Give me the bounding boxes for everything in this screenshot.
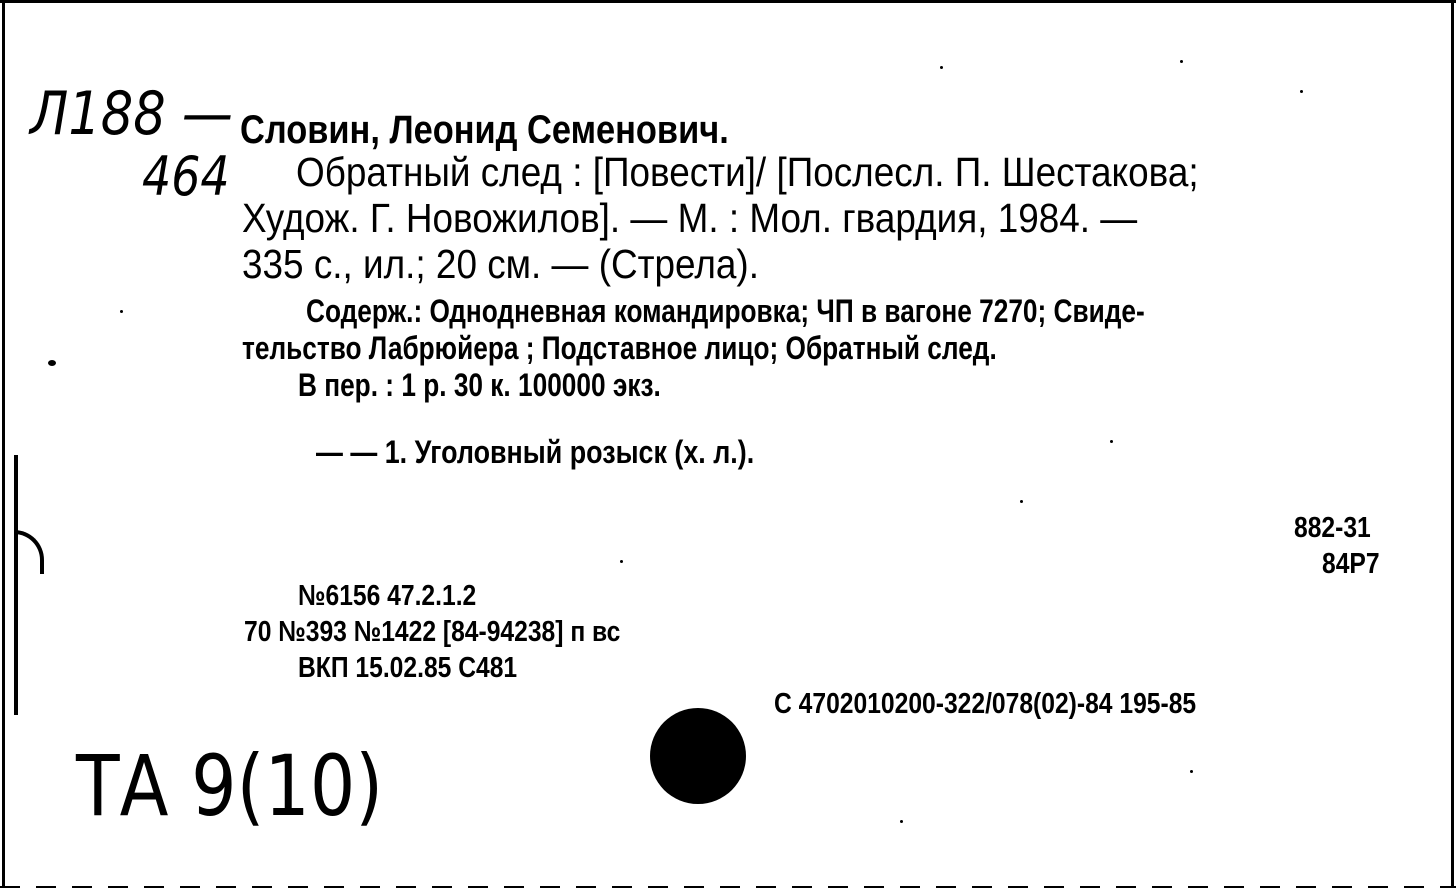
title-line-1: Обратный след : [Повести]/ [Послесл. П. Шестакова; bbox=[296, 149, 1199, 195]
scan-speck bbox=[940, 66, 943, 69]
punch-hole bbox=[650, 708, 746, 804]
scan-speck bbox=[1300, 90, 1303, 93]
handwritten-shelf-mark: ТА 9(10) bbox=[76, 737, 384, 835]
subject-heading: — — 1. Уголовный розыск (х. л.). bbox=[316, 434, 755, 470]
scan-speck bbox=[1020, 500, 1023, 503]
price-line: В пер. : 1 р. 30 к. 100000 экз. bbox=[298, 367, 661, 403]
registration-line-2: 70 №393 №1422 [84-94238] п вс bbox=[244, 616, 621, 648]
scan-speck bbox=[900, 820, 903, 823]
card-edge-right bbox=[1451, 0, 1454, 888]
call-number-line2: 464 bbox=[142, 145, 230, 208]
scan-speck bbox=[620, 560, 623, 563]
title-line-2: Худож. Г. Новожилов]. — М. : Мол. гвардия, 1984. — bbox=[242, 195, 1138, 241]
scan-speck bbox=[48, 360, 56, 366]
registration-line-1: №6156 47.2.1.2 bbox=[298, 580, 477, 612]
registration-line-3: ВКП 15.02.85 С481 bbox=[298, 652, 518, 684]
author-heading: Словин, Леонид Семенович. bbox=[240, 108, 729, 152]
card-edge-top bbox=[0, 0, 1456, 3]
index-line: С 4702010200-322/078(02)-84 195-85 bbox=[774, 688, 1197, 720]
udc-code: 882-31 bbox=[1294, 512, 1371, 544]
card-edge-left bbox=[2, 0, 5, 888]
call-number-line1: Л188 — bbox=[30, 79, 233, 149]
card-edge-hook bbox=[14, 530, 44, 574]
bbk-code: 84Р7 bbox=[1322, 548, 1380, 580]
scan-speck bbox=[120, 310, 123, 313]
contents-line-2: тельство Лабрюйера ; Подставное лицо; Обратный след. bbox=[242, 330, 997, 366]
scan-speck bbox=[1180, 60, 1183, 63]
title-line-3: 335 с., ил.; 20 см. — (Стрела). bbox=[242, 241, 759, 287]
card-edge-notch bbox=[14, 455, 26, 715]
contents-line-1: Содерж.: Однодневная командировка; ЧП в вагоне 7270; Свиде- bbox=[306, 293, 1145, 329]
scan-speck bbox=[1110, 440, 1113, 443]
scan-speck bbox=[1190, 770, 1193, 773]
